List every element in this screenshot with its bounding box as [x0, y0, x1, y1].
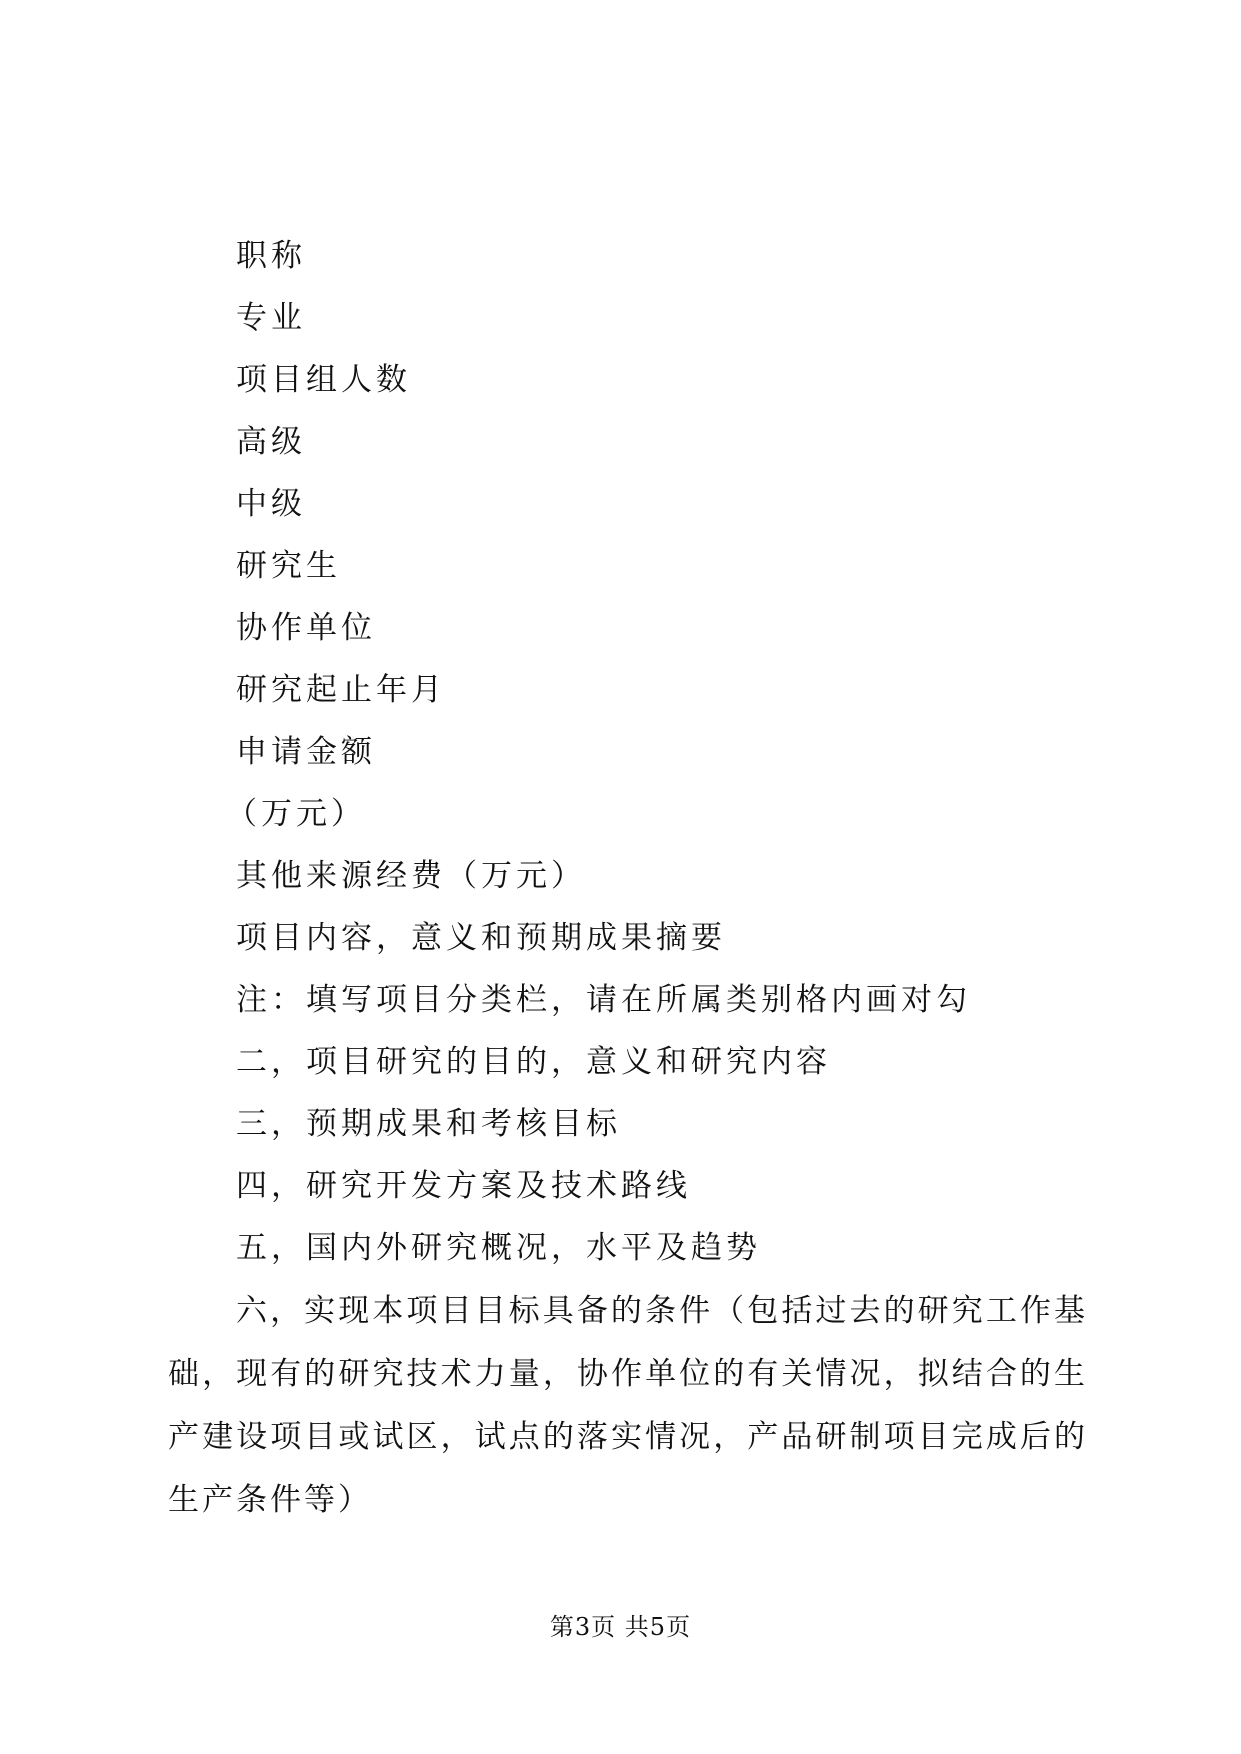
line-senior: 高级 [236, 424, 306, 460]
line-research-period: 研究起止年月 [236, 672, 446, 708]
line-title-rank: 职称 [236, 238, 306, 274]
line-partner-unit: 协作单位 [236, 610, 376, 646]
line-graduate: 研究生 [236, 548, 341, 584]
line-requested-amount: 申请金额 [236, 734, 376, 770]
page-footer: 第3页 共5页 [549, 1613, 692, 1641]
line-intermediate: 中级 [236, 486, 306, 522]
section-6-paragraph: 六，实现本项目目标具备的条件（包括过去的研究工作基础，现有的研究技术力量，协作单位的有关情况，拟结合的生产建设项目或试区，试点的落实情况，产品研制项目完成后的生产条件等） [168, 1293, 1088, 1518]
line-section-3: 三，预期成果和考核目标 [236, 1106, 621, 1142]
line-other-funding: 其他来源经费（万元） [236, 858, 586, 894]
line-major: 专业 [236, 300, 306, 336]
line-section-4: 四，研究开发方案及技术路线 [236, 1168, 691, 1204]
line-project-summary: 项目内容，意义和预期成果摘要 [236, 920, 726, 956]
line-section-5: 五，国内外研究概况，水平及趋势 [236, 1230, 761, 1266]
line-unit-wan-yuan: （万元） [226, 796, 366, 832]
line-team-size: 项目组人数 [236, 362, 411, 398]
line-note: 注：填写项目分类栏，请在所属类别格内画对勾 [236, 982, 971, 1018]
line-section-2: 二，项目研究的目的，意义和研究内容 [236, 1044, 831, 1080]
